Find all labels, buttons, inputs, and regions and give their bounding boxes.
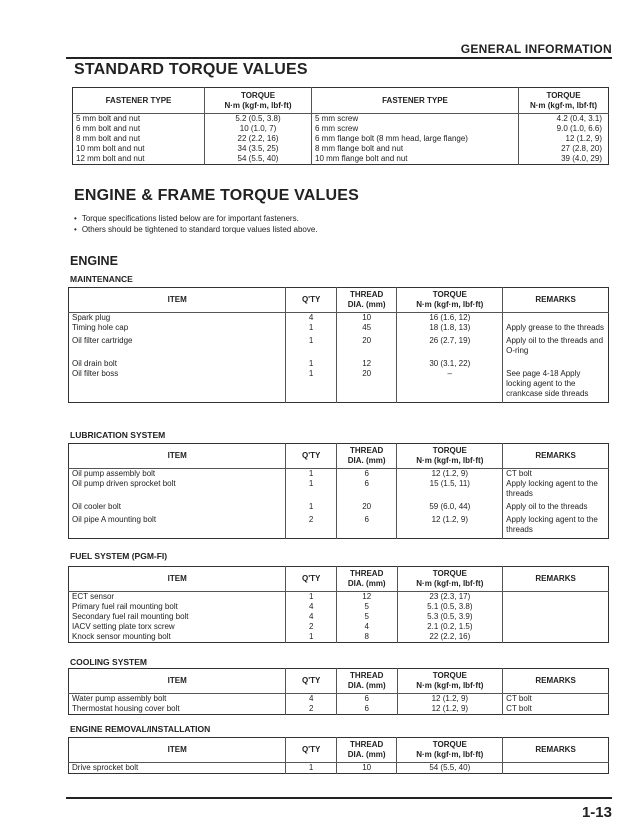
table-row [73, 144, 609, 154]
thread-cell: 5 [336, 612, 397, 622]
item-cell: Spark plug [69, 313, 286, 324]
col-thread: THREAD DIA. (mm) [336, 444, 397, 469]
col-qty: Q'TY [286, 567, 336, 592]
col-torque: TORQUE N·m (kgf·m, lbf·ft) [397, 288, 503, 313]
item-cell: Oil cooler bolt [69, 502, 286, 515]
col-torque: TORQUE N·m (kgf·m, lbf·ft) [397, 669, 503, 694]
thread-cell: 20 [336, 369, 397, 403]
remarks-cell [503, 622, 609, 632]
qty-cell: 1 [286, 502, 336, 515]
header-rule [66, 57, 612, 59]
thread-cell: 5 [336, 602, 397, 612]
col-item: ITEM [69, 288, 286, 313]
remarks-cell: Apply grease to the threads [506, 323, 604, 332]
qty-cell: 1 [286, 369, 336, 403]
table-row [69, 323, 609, 336]
table-row [69, 602, 609, 612]
lubrication-table [68, 443, 609, 539]
torque-cell: 27 (2.8, 20) [561, 144, 602, 153]
qty-cell: 2 [286, 704, 336, 715]
remarks-cell [503, 612, 609, 622]
thread-cell: 6 [336, 469, 397, 480]
standard-torque-table [72, 87, 609, 165]
col-qty: Q'TY [286, 444, 336, 469]
item-cell: Oil filter cartridge [69, 336, 286, 359]
thread-cell: 4 [336, 622, 397, 632]
item-cell: Oil pump assembly bolt [69, 469, 286, 480]
col-remarks: REMARKS [503, 567, 609, 592]
torque-cell: 34 (3.5, 25) [205, 144, 312, 154]
qty-cell: 1 [286, 479, 336, 502]
qty-cell: 1 [286, 323, 336, 336]
torque-cell: 30 (3.1, 22) [397, 359, 503, 369]
torque-cell: 39 (4.0, 29) [561, 154, 602, 163]
torque-cell: 12 (1.2, 9) [565, 134, 602, 143]
fastener-type-cell: 6 mm flange bolt (8 mm head, large flange) [312, 134, 519, 144]
col-thread: THREAD DIA. (mm) [336, 669, 397, 694]
fastener-type-cell: 8 mm flange bolt and nut [312, 144, 519, 154]
remarks-cell [503, 313, 609, 324]
torque-cell: 18 (1.8, 13) [397, 323, 503, 336]
item-cell: Secondary fuel rail mounting bolt [69, 612, 286, 622]
fastener-type-cell: 6 mm bolt and nut [73, 124, 205, 134]
torque-cell: 9.0 (1.0, 6.6) [556, 124, 602, 133]
remarks-cell [503, 592, 609, 603]
thread-cell: 10 [336, 763, 397, 774]
fastener-type-cell: 5 mm screw [312, 114, 519, 125]
table-row [69, 502, 609, 515]
remarks-cell: See page 4-18 Apply locking agent to the crankcase side threads [506, 369, 589, 398]
table-row [73, 124, 609, 134]
thread-cell: 12 [336, 359, 397, 369]
qty-cell: 1 [286, 592, 336, 603]
table-row [69, 592, 609, 603]
table-row [69, 359, 609, 369]
col-torque: TORQUE N·m (kgf·m, lbf·ft) [519, 88, 609, 114]
col-thread: THREAD DIA. (mm) [336, 567, 397, 592]
table-row [69, 336, 609, 359]
thread-cell: 6 [336, 694, 397, 705]
lubrication-heading: LUBRICATION SYSTEM [70, 430, 166, 440]
maintenance-heading: MAINTENANCE [70, 274, 133, 284]
fastener-type-cell: 10 mm flange bolt and nut [312, 154, 519, 165]
fuel-heading: FUEL SYSTEM (PGM-FI) [70, 551, 168, 561]
col-thread: THREAD DIA. (mm) [336, 288, 397, 313]
col-qty: Q'TY [286, 738, 336, 763]
col-thread: THREAD DIA. (mm) [336, 738, 397, 763]
col-item: ITEM [69, 669, 286, 694]
col-qty: Q'TY [286, 288, 336, 313]
thread-cell: 10 [336, 313, 397, 324]
torque-cell: – [397, 369, 503, 403]
qty-cell: 1 [286, 763, 336, 774]
col-fastener-type: FASTENER TYPE [312, 88, 519, 114]
torque-cell: 4.2 (0.4, 3.1) [556, 114, 602, 123]
torque-cell: 12 (1.2, 9) [397, 469, 503, 480]
thread-cell: 6 [336, 515, 397, 539]
remarks-cell: Apply oil to the threads and O-ring [506, 336, 604, 355]
thread-cell: 20 [336, 502, 397, 515]
thread-cell: 6 [336, 704, 397, 715]
qty-cell: 1 [286, 359, 336, 369]
col-remarks: REMARKS [503, 288, 609, 313]
col-torque: TORQUE N·m (kgf·m, lbf·ft) [397, 738, 503, 763]
remarks-cell [503, 359, 609, 369]
torque-cell: 5.2 (0.5, 3.8) [205, 114, 312, 125]
table-row [69, 763, 609, 774]
removal-table [68, 737, 609, 774]
qty-cell: 1 [286, 632, 336, 643]
item-cell: Timing hole cap [69, 323, 286, 336]
fastener-type-cell: 5 mm bolt and nut [73, 114, 205, 125]
col-torque: TORQUE N·m (kgf·m, lbf·ft) [205, 88, 312, 114]
torque-cell: 54 (5.5, 40) [397, 763, 503, 774]
torque-cell: 16 (1.6, 12) [397, 313, 503, 324]
col-remarks: REMARKS [503, 669, 609, 694]
item-cell: Oil drain bolt [69, 359, 286, 369]
item-cell: ECT sensor [69, 592, 286, 603]
torque-cell: 5.1 (0.5, 3.8) [397, 602, 503, 612]
item-cell: Thermostat housing cover bolt [69, 704, 286, 715]
torque-cell: 54 (5.5, 40) [205, 154, 312, 165]
qty-cell: 2 [286, 515, 336, 539]
item-cell: Knock sensor mounting bolt [69, 632, 286, 643]
item-cell: Oil pump driven sprocket bolt [69, 479, 286, 502]
torque-cell: 12 (1.2, 9) [397, 704, 503, 715]
qty-cell: 4 [286, 602, 336, 612]
remarks-cell: CT bolt [506, 469, 532, 478]
qty-cell: 4 [286, 694, 336, 705]
qty-cell: 4 [286, 313, 336, 324]
table-row [73, 154, 609, 165]
item-cell: Drive sprocket bolt [69, 763, 286, 774]
maintenance-table [68, 287, 609, 403]
remarks-cell: CT bolt [506, 704, 532, 713]
table-row [69, 313, 609, 324]
torque-cell: 12 (1.2, 9) [397, 694, 503, 705]
torque-cell: 23 (2.3, 17) [397, 592, 503, 603]
fastener-type-cell: 8 mm bolt and nut [73, 134, 205, 144]
torque-cell: 59 (6.0, 44) [397, 502, 503, 515]
col-item: ITEM [69, 738, 286, 763]
qty-cell: 1 [286, 336, 336, 359]
remarks-cell [503, 763, 609, 774]
engine-frame-title: ENGINE & FRAME TORQUE VALUES [74, 187, 360, 204]
removal-heading: ENGINE REMOVAL/INSTALLATION [70, 724, 211, 734]
torque-cell: 10 (1.0, 7) [205, 124, 312, 134]
fastener-type-cell: 6 mm screw [312, 124, 519, 134]
table-row [69, 369, 609, 403]
remarks-cell: Apply locking agent to the threads [506, 479, 598, 498]
qty-cell: 4 [286, 612, 336, 622]
engine-heading: ENGINE [70, 254, 118, 268]
col-remarks: REMARKS [503, 738, 609, 763]
standard-torque-title: STANDARD TORQUE VALUES [74, 61, 308, 78]
col-item: ITEM [69, 444, 286, 469]
remarks-cell [503, 632, 609, 643]
table-row [69, 469, 609, 480]
thread-cell: 45 [336, 323, 397, 336]
torque-cell: 12 (1.2, 9) [397, 515, 503, 539]
col-fastener-type: FASTENER TYPE [73, 88, 205, 114]
torque-cell: 2.1 (0.2, 1.5) [397, 622, 503, 632]
torque-cell: 5.3 (0.5, 3.9) [397, 612, 503, 622]
notes-list [74, 213, 318, 235]
table-row [69, 694, 609, 705]
item-cell: IACV setting plate torx screw [69, 622, 286, 632]
table-row [73, 114, 609, 125]
qty-cell: 1 [286, 469, 336, 480]
col-qty: Q'TY [286, 669, 336, 694]
col-remarks: REMARKS [503, 444, 609, 469]
thread-cell: 8 [336, 632, 397, 643]
torque-cell: 22 (2.2, 16) [397, 632, 503, 643]
table-row [69, 479, 609, 502]
thread-cell: 20 [336, 336, 397, 359]
footer-rule [66, 797, 612, 799]
remarks-cell: CT bolt [506, 694, 532, 703]
fuel-table [68, 566, 609, 643]
note-item: • Torque specifications listed below are for important fasteners. [74, 213, 318, 224]
cooling-table [68, 668, 609, 715]
remarks-cell [503, 602, 609, 612]
torque-cell: 26 (2.7, 19) [397, 336, 503, 359]
remarks-cell: Apply locking agent to the threads [506, 515, 598, 534]
torque-cell: 15 (1.5, 11) [397, 479, 503, 502]
item-cell: Water pump assembly bolt [69, 694, 286, 705]
thread-cell: 12 [336, 592, 397, 603]
table-row [73, 134, 609, 144]
remarks-cell: Apply oil to the threads [506, 502, 588, 511]
item-cell: Oil filter boss [69, 369, 286, 403]
item-cell: Oil pipe A mounting bolt [69, 515, 286, 539]
thread-cell: 6 [336, 479, 397, 502]
table-row [69, 612, 609, 622]
qty-cell: 2 [286, 622, 336, 632]
col-torque: TORQUE N·m (kgf·m, lbf·ft) [397, 444, 503, 469]
col-item: ITEM [69, 567, 286, 592]
section-header: GENERAL INFORMATION [460, 42, 612, 56]
fastener-type-cell: 12 mm bolt and nut [73, 154, 205, 165]
col-torque: TORQUE N·m (kgf·m, lbf·ft) [397, 567, 503, 592]
page-number: 1-13 [581, 804, 612, 821]
table-row [69, 632, 609, 643]
torque-cell: 22 (2.2, 16) [205, 134, 312, 144]
fastener-type-cell: 10 mm bolt and nut [73, 144, 205, 154]
note-item: • Others should be tightened to standard torque values listed above. [74, 224, 318, 235]
table-row [69, 704, 609, 715]
item-cell: Primary fuel rail mounting bolt [69, 602, 286, 612]
table-row [69, 622, 609, 632]
table-row [69, 515, 609, 539]
cooling-heading: COOLING SYSTEM [70, 657, 147, 667]
